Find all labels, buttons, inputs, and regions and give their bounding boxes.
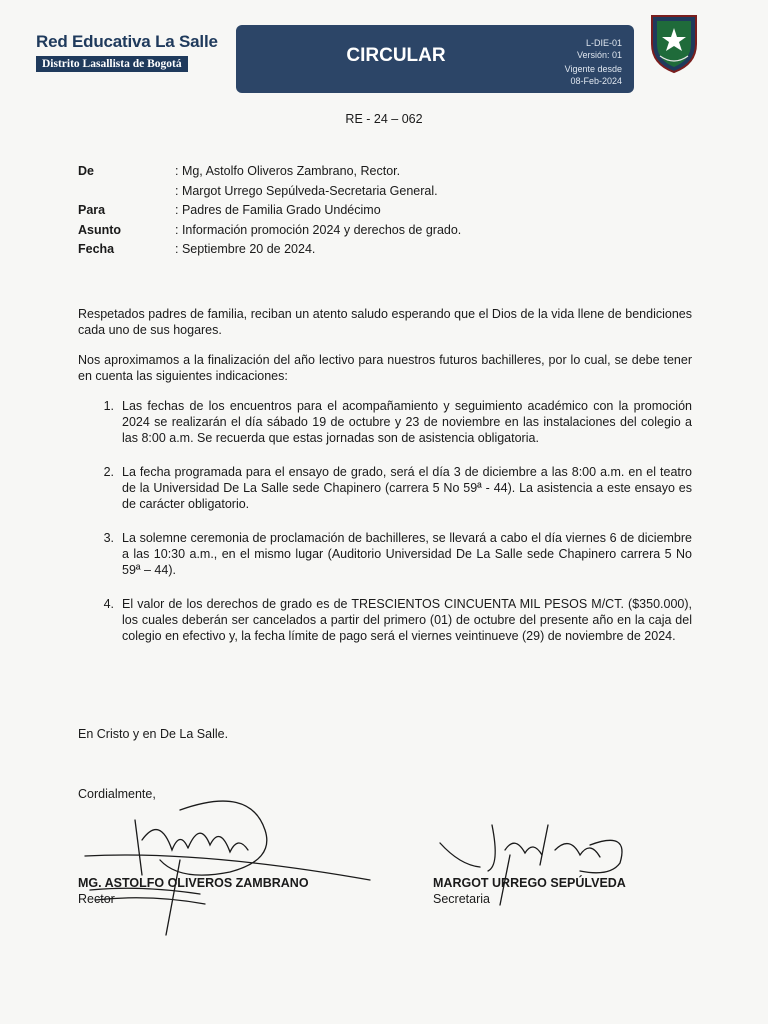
field-value: : Padres de Familia Grado Undécimo — [175, 203, 381, 217]
banner-title: CIRCULAR — [346, 45, 446, 66]
signatory-name: MG. ASTOLFO OLIVEROS ZAMBRANO — [78, 876, 309, 890]
field-value: : Margot Urrego Sepúlveda-Secretaria General. — [175, 183, 438, 198]
brand-subtitle: Distrito Lasallista de Bogotá — [36, 56, 188, 72]
school-crest-icon — [646, 10, 702, 76]
field-row-date — [78, 240, 461, 260]
list-item — [78, 398, 692, 446]
valid-from-date: 08-Feb-2024 — [570, 76, 622, 86]
field-row-from — [78, 162, 461, 182]
field-row-from-2 — [78, 182, 461, 202]
field-row-to — [78, 201, 461, 221]
field-value: : Septiembre 20 de 2024. — [175, 242, 316, 256]
list-item-number: 1. — [103, 399, 114, 413]
list-item-text: La fecha programada para el ensayo de grado, será el día 3 de diciembre a las 8:00 a.m. en el teatro de la Universidad De La Salle sede Chapinero (carrera 5 No 59ª - 44). La asistencia a este ensayo es de carácter obligatorio. — [122, 465, 692, 511]
signatory-role: Secretaria — [433, 892, 490, 906]
signatory-name: MARGOT URREGO SEPÚLVEDA — [433, 876, 626, 890]
list-item-number: 2. — [103, 465, 114, 479]
list-item-number: 4. — [103, 597, 114, 611]
field-row-subject — [78, 221, 461, 241]
field-key: Para — [78, 203, 106, 217]
signatory-role: Rector — [78, 892, 115, 906]
header-fields — [78, 162, 461, 260]
closing-line: En Cristo y en De La Salle. — [78, 727, 229, 741]
field-key: Fecha — [78, 242, 115, 256]
regards-line: Cordialmente, — [78, 787, 156, 801]
list-item-number: 3. — [103, 531, 114, 545]
list-item-text: Las fechas de los encuentros para el acompañamiento y seguimiento académico con la promoción 2024 se realizarán el día sábado 19 de octubre y 23 de noviembre en las instalaciones del colegio a las 8:00 a.m. Se recuerda que estas jornadas son de asistencia obligatoria. — [122, 399, 692, 445]
brand-block — [36, 32, 218, 72]
greeting-paragraph: Respetados padres de familia, reciban un atento saludo esperando que el Dios de la vida llene de bendiciones cada uno de sus hogares. — [78, 307, 692, 337]
reference-number: RE - 24 – 062 — [345, 112, 423, 126]
document-control-info — [565, 37, 622, 87]
document-code: L-DIE-01 — [585, 38, 622, 48]
field-value: : Mg, Astolfo Oliveros Zambrano, Rector. — [175, 164, 401, 178]
list-item-text: El valor de los derechos de grado es de TRESCIENTOS CINCUENTA MIL PESOS M/CT. ($350.000), los cuales deberán ser cancelados a partir del primero (01) de octubre del presente año en la caja del colegio en efectivo y, la fecha límite de pago será el viernes veintinueve (29) de noviembre de 2024. — [122, 597, 692, 643]
valid-from-label: Vigente desde — [564, 64, 622, 74]
list-item — [78, 596, 692, 644]
list-item — [78, 464, 692, 512]
signatory-rector — [78, 875, 309, 907]
intro-paragraph: Nos aproximamos a la finalización del año lectivo para nuestros futuros bachilleres, por lo cual, se debe tener en cuenta las siguientes indicaciones: — [78, 353, 692, 383]
document-version: Versión: 01 — [576, 50, 622, 60]
field-key: Asunto — [78, 222, 122, 237]
field-value: : Información promoción 2024 y derechos de grado. — [175, 222, 462, 237]
indications-list — [78, 398, 692, 644]
list-item — [78, 530, 692, 578]
field-key: De — [78, 164, 94, 178]
brand-name: Red Educativa La Salle — [36, 32, 218, 51]
field-key — [78, 182, 175, 202]
signatory-secretary — [433, 875, 626, 907]
list-item-text: La solemne ceremonia de proclamación de bachilleres, se llevará a cabo el día viernes 6 de diciembre a las 10:30 a.m., en el mismo lugar (Auditorio Universidad De La Salle sede Chapinero carrera 5 No 59ª – 44). — [122, 531, 692, 577]
rector-signature-icon — [80, 790, 380, 940]
circular-banner — [236, 25, 634, 93]
letter-body — [78, 306, 692, 662]
